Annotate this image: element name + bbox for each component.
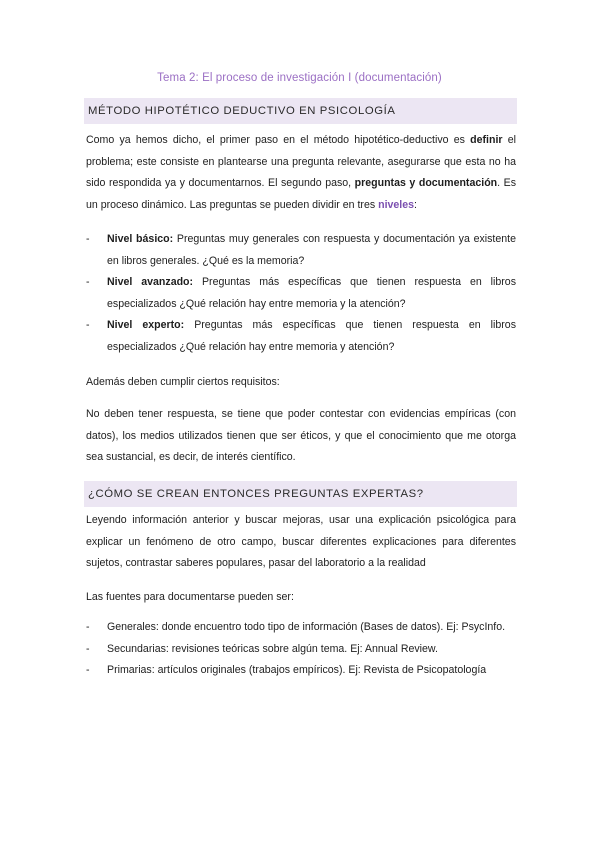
level-text: Preguntas más específicas que tienen respuesta en libros especializados ¿Qué relación hay entre memoria y atención? xyxy=(107,319,516,353)
requirements-paragraph: No deben tener respuesta, se tiene que poder contestar con evidencias empíricas (con datos), los medios utilizados tienen que ser éticos, y que el conocimiento que me otorga sea sustancial, es decir, de interés científico. xyxy=(86,408,516,464)
source-text: Secundarias: revisiones teóricas sobre algún tema. Ej: Annual Review. xyxy=(107,642,438,655)
bullet-dash: - xyxy=(86,233,90,245)
level-label: Nivel avanzado: xyxy=(107,276,194,289)
sources-list xyxy=(86,617,516,682)
bullet-dash: - xyxy=(86,276,90,289)
section-heading-preguntas-expertas: ¿CÓMO SE CREAN ENTONCES PREGUNTAS EXPERTAS? xyxy=(84,481,517,507)
expert-questions-paragraph: Leyendo información anterior y buscar mejoras, usar una explicación psicológica para explicar un fenómeno de otro campo, buscar diferentes explicaciones para diferentes sujetos, contrastar saberes populares, pasar del laboratorio a la realidad xyxy=(86,514,516,570)
intro-text-2: el problema; este consiste en plantearse una pregunta relevante, asegurarse que esta no ha sido respondida ya y documentarnos. El segundo paso, xyxy=(86,134,516,190)
source-text: Generales: donde encuentro todo tipo de información (Bases de datos). Ej: PsycInfo. xyxy=(107,621,506,633)
requirements-intro: Además deben cumplir ciertos requisitos: xyxy=(86,376,280,388)
level-text: Preguntas más específicas que tienen respuesta en libros especializados ¿Qué relación hay entre memoria y la atención? xyxy=(107,276,516,310)
intro-bold-preguntas: preguntas y documentación xyxy=(354,177,498,190)
intro-text-1: Como ya hemos dicho, el primer paso en el método hipotético-deductivo es xyxy=(86,134,471,146)
list-item-source-generales xyxy=(86,617,516,639)
levels-list xyxy=(86,229,516,359)
list-item-source-primarias xyxy=(86,660,516,682)
intro-text-4: : xyxy=(414,198,417,211)
level-text: Preguntas muy generales con respuesta y documentación ya existente en libros generales. ¿Qué es la memoria? xyxy=(107,233,516,267)
intro-paragraph xyxy=(86,130,516,216)
section-heading-metodo: MÉTODO HIPOTÉTICO DEDUCTIVO EN PSICOLOGÍA xyxy=(84,98,517,124)
bullet-dash: - xyxy=(86,664,90,677)
bullet-dash: - xyxy=(86,621,90,633)
sources-intro: Las fuentes para documentarse pueden ser: xyxy=(86,591,294,603)
document-title: Tema 2: El proceso de investigación I (documentación) xyxy=(157,72,442,84)
level-label: Nivel experto: xyxy=(107,319,185,332)
list-item-source-secundarias xyxy=(86,639,516,661)
list-item-nivel-avanzado xyxy=(86,272,516,315)
bullet-dash: - xyxy=(86,319,90,332)
bullet-dash: - xyxy=(86,642,90,655)
intro-accent-niveles: niveles xyxy=(378,198,415,211)
list-item-nivel-basico xyxy=(86,229,516,272)
intro-text-3: . Es un proceso dinámico. Las preguntas se pueden dividir en tres xyxy=(86,177,516,211)
list-item-nivel-experto xyxy=(86,315,516,358)
source-text: Primarias: artículos originales (trabajos empíricos). Ej: Revista de Psicopatología xyxy=(107,664,487,677)
intro-bold-definir: definir xyxy=(470,134,503,146)
level-label: Nivel básico: xyxy=(107,233,174,245)
